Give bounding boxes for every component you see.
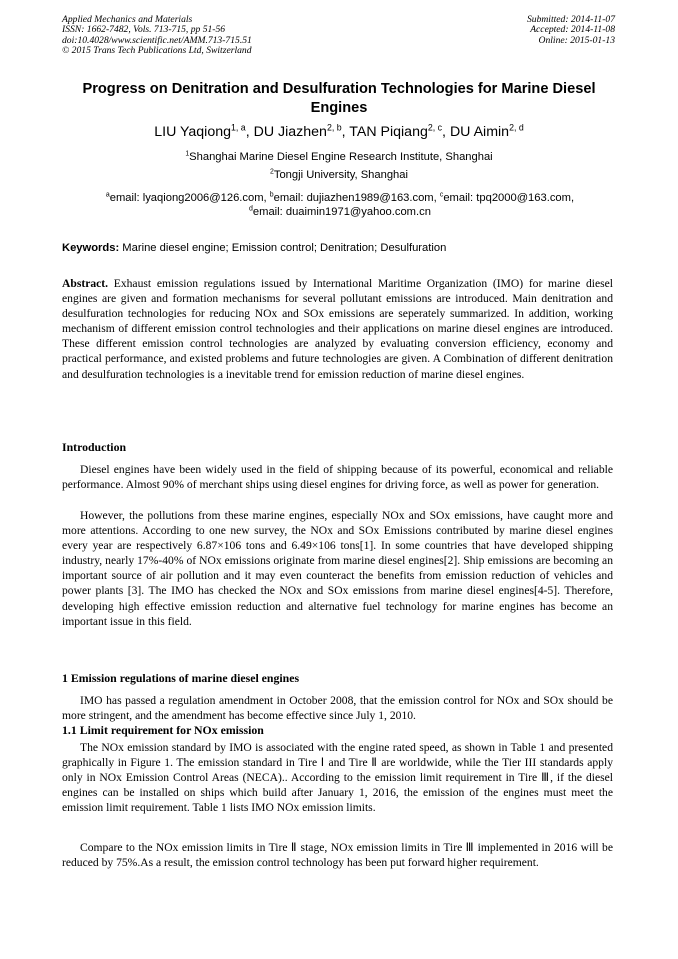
introduction-heading: Introduction [62,440,127,454]
email-address[interactable]: email: duaimin1971@yahoo.com.cn [252,206,431,218]
submission-dates [527,15,615,46]
introduction-paragraph: However, the pollutions from these marine engines, especially NOx and SOx emissions, have caught more and more attentions. According to one new survey, the NOx and SOx Emissions contributed by marine diesel engines every year are respectively 6.87×106 tons and 6.49×106 tons[1]. In some countries that have developed shipping industry, nearly 17%-40% of NOx emissions originate from marine diesel engines[2]. Ship emissions are becoming an important source of air pollution and it may even counteract the benefits from emission reduction of vehicles and power plants [3]. The IMO has checked the NOx and SOx emissions from marine diesel engines[4-5]. Therefore, developing high effective emission reduction and alternative fuel technology for marine engines has become an important issue in this field. [62,509,613,628]
affiliation [0,168,678,182]
submitted-date: Submitted: 2014-11-07 [526,14,615,25]
author-separator: , [341,124,350,140]
email-mark: b [269,191,274,199]
journal-issn: ISSN: 1662-7482, Vols. 713-715, pp 51-56 [62,24,226,36]
email-mark: c [439,191,444,199]
journal-doi[interactable]: doi:10.4028/www.scientific.net/AMM.713-715.51 [62,34,252,46]
affiliation [0,150,678,164]
subsection-paragraph: Compare to the NOx emission limits in Tire Ⅱ stage, NOx emission limits in Tire Ⅲ implemented in 2016 will be reduced by 75%.As a result, the emission control technology has been put forward higher requirement. [62,841,613,870]
email-address[interactable]: email: lyaqiong2006@126.com, [109,192,270,204]
email-mark: d [249,205,253,213]
email-address[interactable]: email: dujiazhen1989@163.com, [273,192,440,204]
affiliation-number: 1 [185,150,190,158]
author-separator: , [442,124,450,140]
affiliation-text: Shanghai Marine Diesel Engine Research Institute, Shanghai [189,151,493,163]
abstract-text: Exhaust emission regulations issued by International Maritime Organization (IMO) for marine diesel engines are given and formation mechanisms for several pollutant emissions are introduced. Main denitration and desulfuration technologies for reducing NOx and SOx emissions are seperately summarized. In addition, working mechanism of different emission control technologies and their applications on marine diesel engines are introduced. These different emission control technologies are analyzed by evaluating conversion efficiency, economy and practical performance, and existed problems and future technologies are given. A Combination of different denitration and desulfuration technologies is a inevitable trend for emission reduction of marine diesel engines. [62,277,613,381]
author-name: TAN Piqiang [349,124,428,140]
journal-name: Applied Mechanics and Materials [62,14,193,25]
author-name: LIU Yaqiong [154,124,232,140]
email-mark: a [105,191,110,199]
paper-title: Progress on Denitration and Desulfuration Technologies for Marine Diesel Engines [82,81,596,116]
author-name: DU Aimin [449,124,510,140]
keywords-text: Marine diesel engine; Emission control; Denitration; Desulfuration [119,242,447,254]
author-emails [60,191,620,219]
subsection-heading: 1.1 Limit requirement for NOx emission [62,723,264,737]
section-heading: 1 Emission regulations of marine diesel engines [62,671,300,685]
author-affiliation-mark: 2, d [509,122,524,133]
author-list [0,123,678,141]
author-affiliation-mark: 2, c [427,122,443,133]
affiliation-text: Tongji University, Shanghai [273,169,408,181]
online-date: Online: 2015-01-13 [538,34,615,46]
introduction-paragraph: Diesel engines have been widely used in the field of shipping because of its powerful, economical and reliable performance. Almost 90% of merchant ships using diesel engines for driving force, as well as power for generation. [62,463,613,492]
affiliation-number: 2 [270,168,274,176]
journal-info [62,15,252,56]
subsection-paragraph: The NOx emission standard by IMO is associated with the engine rated speed, as shown in Table 1 and presented graphically in Figure 1. The emission standard in Tire Ⅰ and Tire Ⅱ are worldwide, while the Tier III standards apply only in NOx Emission Control Areas (NECA).. According to the emission limit requirement in Tire Ⅲ, if the diesel engines can be installed on ships which build after January 1, 2016, the emission of the engines must meet the emission limit requirement. Table 1 lists IMO NOx emission limits. [62,741,613,815]
section-paragraph: IMO has passed a regulation amendment in October 2008, that the emission control for NOx and SOx should be more stringent, and the amendment has become effective since July 1, 2010. [62,694,613,723]
author-separator: , [245,124,254,140]
author-affiliation-mark: 2, b [326,122,342,133]
author-affiliation-mark: 1, a [231,122,246,133]
accepted-date: Accepted: 2014-11-08 [530,24,615,36]
keywords-label: Keywords: [62,242,120,254]
email-address[interactable]: email: tpq2000@163.com, [443,192,575,204]
author-name: DU Jiazhen [253,124,327,140]
keywords [62,241,446,255]
abstract [62,276,613,382]
abstract-label: Abstract. [62,277,109,290]
journal-copyright: © 2015 Trans Tech Publications Ltd, Switzerland [62,44,252,56]
